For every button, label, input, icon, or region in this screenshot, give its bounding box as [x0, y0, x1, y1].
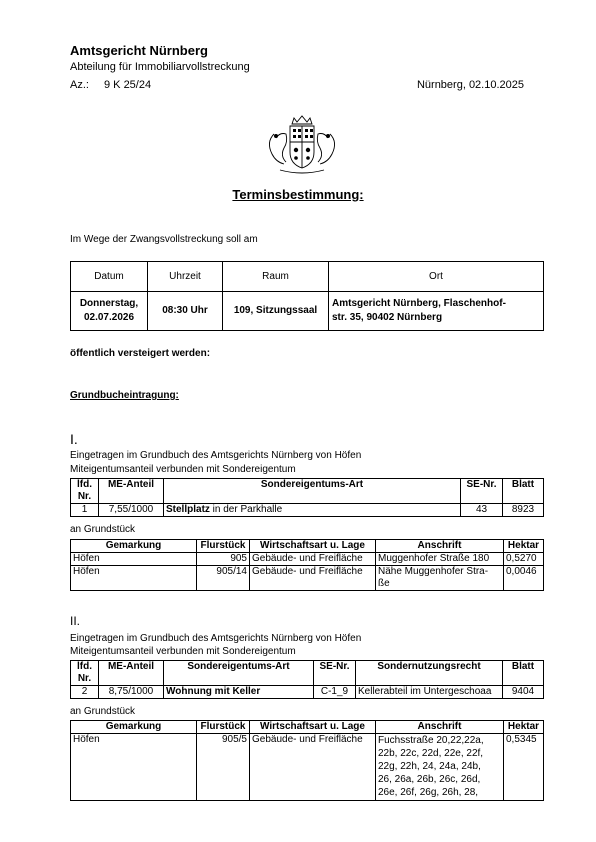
plot-flurstueck: 905/14	[197, 566, 250, 591]
header-wirtschaftsart: Wirtschaftsart u. Lage	[250, 540, 376, 553]
document-title: Terminsbestimmung:	[232, 187, 364, 202]
section-2-share-type: Miteigentumsanteil verbunden mit Sondereigentum	[70, 646, 296, 657]
section-2-register: Eingetragen im Grundbuch des Amtsgerichts Nürnberg von Höfen	[70, 633, 362, 644]
place-line-1: Amtsgericht Nürnberg, Flaschenhof-	[332, 298, 506, 309]
appointment-row	[71, 292, 544, 331]
unit-blatt: 9404	[503, 686, 544, 699]
plot-anschrift: Fuchsstraße 20,22,22a, 22b, 22c, 22d, 22e, 22f, 22g, 22h, 24, 24a, 24b, 26, 26a, 26b, 26c, 26d, 26e, 26f, 26g, 26h, 28,	[376, 734, 504, 801]
header-flurstueck: Flurstück	[197, 540, 250, 553]
plot-art: Gebäude- und Freifläche	[250, 566, 376, 591]
file-number: 9 K 25/24	[104, 79, 152, 91]
intro-text: Im Wege der Zwangsvollstreckung soll am	[70, 234, 258, 245]
plot-hektar: 0,0046	[504, 566, 544, 591]
header-place: Ort	[329, 262, 544, 292]
appointment-header-row	[71, 262, 544, 292]
header-gemarkung: Gemarkung	[71, 721, 197, 734]
section-1-number: I.	[70, 431, 78, 447]
place-line-2: str. 35, 90402 Nürnberg	[332, 312, 443, 323]
appointment-weekday: Donnerstag,	[79, 298, 139, 309]
appointment-table	[70, 261, 544, 331]
unit-sondernutzungsrecht: Kellerabteil im Untergeschoaa	[356, 686, 503, 699]
plot-hektar: 0,5270	[504, 553, 544, 566]
table-row	[71, 553, 544, 566]
appointment-room: 109, Sitzungssaal	[223, 292, 329, 331]
section-1-unit-table	[70, 478, 544, 517]
header-blatt: Blatt	[503, 661, 544, 686]
place-date: Nürnberg, 02.10.2025	[416, 79, 524, 91]
header-lfd-nr: lfd. Nr.	[71, 479, 99, 504]
header-date: Datum	[71, 262, 148, 292]
appointment-place	[329, 292, 544, 331]
header-se-art: Sondereigentums-Art	[164, 479, 461, 504]
file-number-label: Az.:	[70, 79, 89, 91]
section-1-plot-table	[70, 539, 544, 591]
plot-gemarkung: Höfen	[71, 553, 197, 566]
section-1-register: Eingetragen im Grundbuch des Amtsgerichts Nürnberg von Höfen	[70, 450, 362, 461]
table-row	[71, 734, 544, 801]
header-gemarkung: Gemarkung	[71, 540, 197, 553]
section-2-plot-table	[70, 720, 544, 801]
section-1-share-type: Miteigentumsanteil verbunden mit Sondereigentum	[70, 464, 296, 475]
table-row	[71, 566, 544, 591]
header-room: Raum	[223, 262, 329, 292]
unit-anteil: 7,55/1000	[99, 504, 164, 517]
section-1-plot-label: an Grundstück	[70, 524, 136, 535]
header-me-anteil: ME-Anteil	[99, 661, 164, 686]
section-1-unit-header	[71, 479, 544, 504]
header-lfd-nr: lfd. Nr.	[71, 661, 99, 686]
section-2-number: II.	[70, 614, 81, 628]
section-2-unit-table	[70, 660, 544, 699]
plot-gemarkung: Höfen	[71, 566, 197, 591]
header-me-anteil: ME-Anteil	[99, 479, 164, 504]
plot-flurstueck: 905/5	[197, 734, 250, 801]
unit-blatt: 8923	[503, 504, 544, 517]
header-wirtschaftsart: Wirtschaftsart u. Lage	[250, 721, 376, 734]
unit-se-nr: 43	[461, 504, 503, 517]
header-sondernutzungsrecht: Sondernutzungsrecht	[356, 661, 503, 686]
unit-art: Wohnung mit Keller	[164, 686, 314, 699]
court-name: Amtsgericht Nürnberg	[70, 43, 208, 58]
unit-art-rest: in der Parkhalle	[209, 504, 283, 515]
plot-anschrift: Nähe Muggenhofer Stra- ße	[376, 566, 504, 591]
header-se-art: Sondereigentums-Art	[164, 661, 314, 686]
header-time: Uhrzeit	[148, 262, 223, 292]
plot-art: Gebäude- und Freifläche	[250, 734, 376, 801]
table-row	[71, 686, 544, 699]
header-se-nr: SE-Nr.	[314, 661, 356, 686]
appointment-time: 08:30 Uhr	[148, 292, 223, 331]
table-row	[71, 504, 544, 517]
department: Abteilung für Immobiliarvollstreckung	[70, 61, 250, 73]
section-1-plot-header	[71, 540, 544, 553]
header-hektar: Hektar	[504, 540, 544, 553]
unit-lfd: 2	[71, 686, 99, 699]
plot-art: Gebäude- und Freifläche	[250, 553, 376, 566]
unit-lfd: 1	[71, 504, 99, 517]
header-flurstueck: Flurstück	[197, 721, 250, 734]
bavarian-coat-of-arms-icon	[262, 112, 342, 176]
section-2-plot-header	[71, 721, 544, 734]
land-register-heading: Grundbucheintragung:	[70, 390, 179, 401]
header-anschrift: Anschrift	[376, 721, 504, 734]
section-2-plot-label: an Grundstück	[70, 706, 136, 717]
plot-gemarkung: Höfen	[71, 734, 197, 801]
unit-art-bold: Stellplatz	[166, 504, 210, 515]
header-blatt: Blatt	[503, 479, 544, 504]
auction-statement: öffentlich versteigert werden:	[70, 348, 211, 359]
header-hektar: Hektar	[504, 721, 544, 734]
unit-anteil: 8,75/1000	[99, 686, 164, 699]
appointment-day: 02.07.2026	[83, 312, 135, 323]
section-2-unit-header	[71, 661, 544, 686]
unit-se-nr: C-1_9	[314, 686, 356, 699]
plot-flurstueck: 905	[197, 553, 250, 566]
unit-art	[164, 504, 461, 517]
appointment-date	[71, 292, 148, 331]
plot-hektar: 0,5345	[504, 734, 544, 801]
header-anschrift: Anschrift	[376, 540, 504, 553]
header-se-nr: SE-Nr.	[461, 479, 503, 504]
plot-anschrift: Muggenhofer Straße 180	[376, 553, 504, 566]
